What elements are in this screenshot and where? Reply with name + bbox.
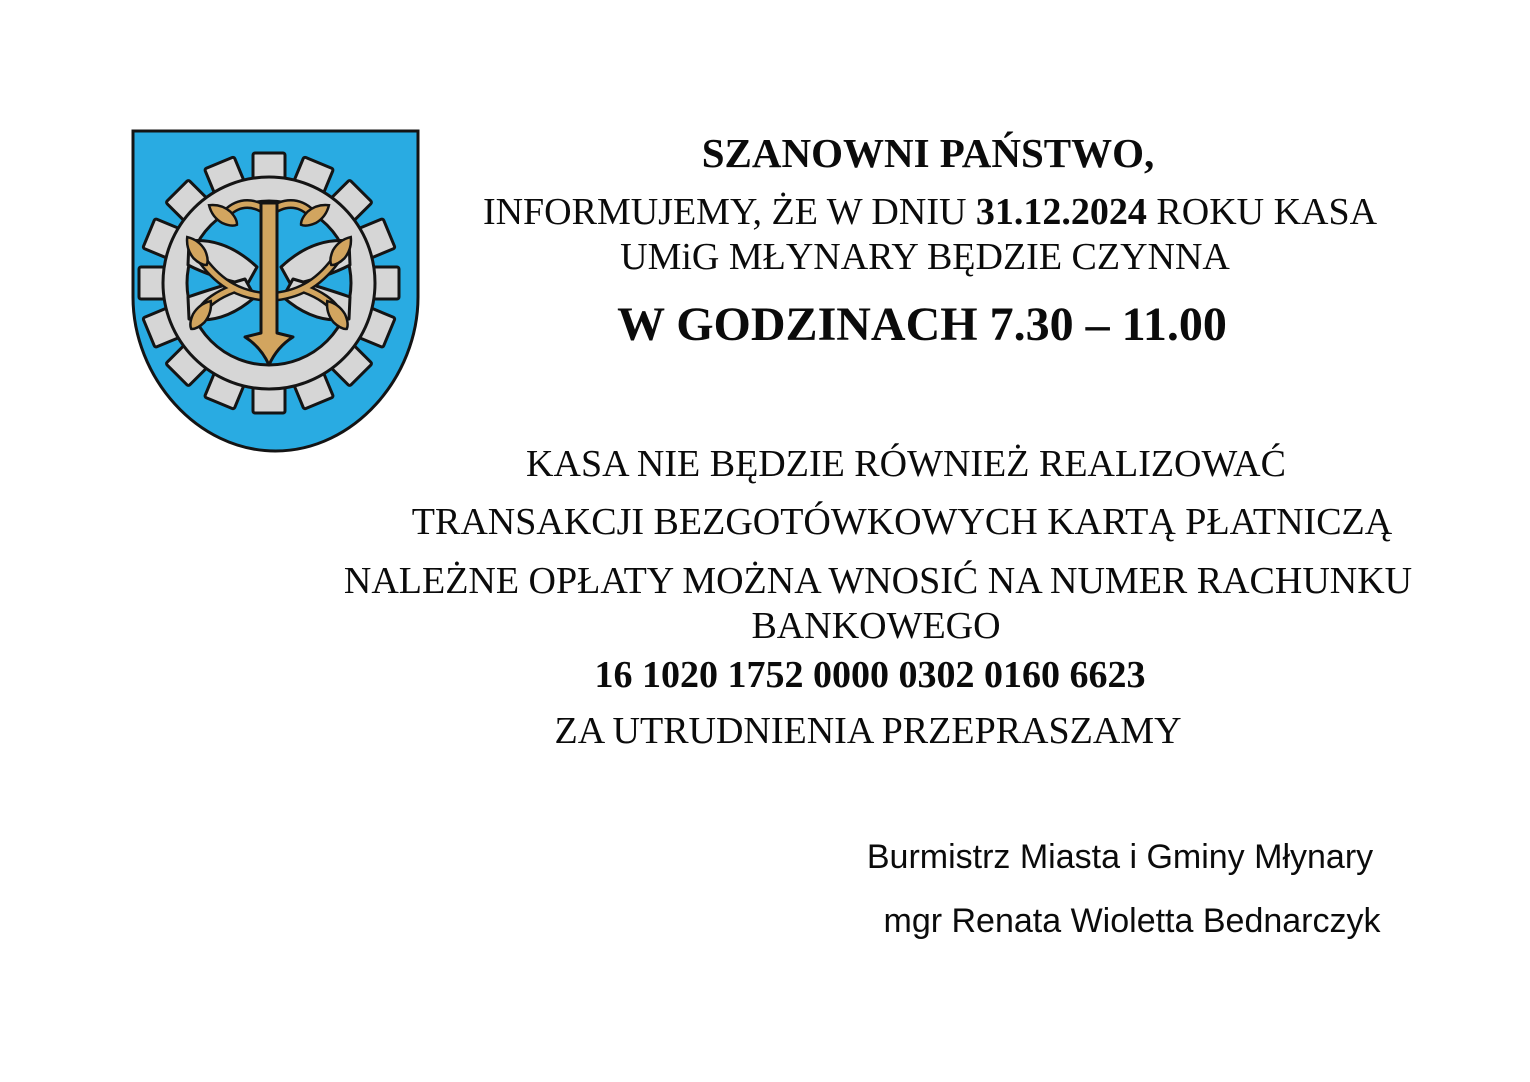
info-line-1 bbox=[483, 190, 1377, 236]
bank-account-number: 16 1020 1752 0000 0302 0160 6623 bbox=[594, 654, 1146, 696]
coat-of-arms-icon bbox=[129, 127, 422, 455]
payment-line-1: NALEŻNE OPŁATY MOŻNA WNOSIĆ NA NUMER RACHUNKU bbox=[343, 560, 1413, 602]
info-line-2: UMiG MŁYNARY BĘDZIE CZYNNA bbox=[620, 236, 1230, 278]
notice-line-1: KASA NIE BĘDZIE RÓWNIEŻ REALIZOWAĆ bbox=[526, 443, 1286, 485]
hours-line: W GODZINACH 7.30 – 11.00 bbox=[617, 298, 1227, 351]
apology-line: ZA UTRUDNIENIA PRZEPRASZAMY bbox=[554, 710, 1182, 752]
payment-line-2: BANKOWEGO bbox=[751, 605, 1001, 647]
info-line-1-suffix: ROKU KASA bbox=[1146, 191, 1378, 233]
salutation-line: SZANOWNI PAŃSTWO, bbox=[701, 130, 1155, 176]
closure-date: 31.12.2024 bbox=[975, 191, 1147, 233]
notice-line-2: TRANSAKCJI BEZGOTÓWKOWYCH KARTĄ PŁATNICZĄ bbox=[411, 501, 1393, 543]
info-line-1-prefix: INFORMUJEMY, ŻE W DNIU bbox=[482, 191, 976, 233]
signature-title: Burmistrz Miasta i Gminy Młynary bbox=[866, 838, 1374, 876]
signature-name: mgr Renata Wioletta Bednarczyk bbox=[883, 902, 1381, 940]
